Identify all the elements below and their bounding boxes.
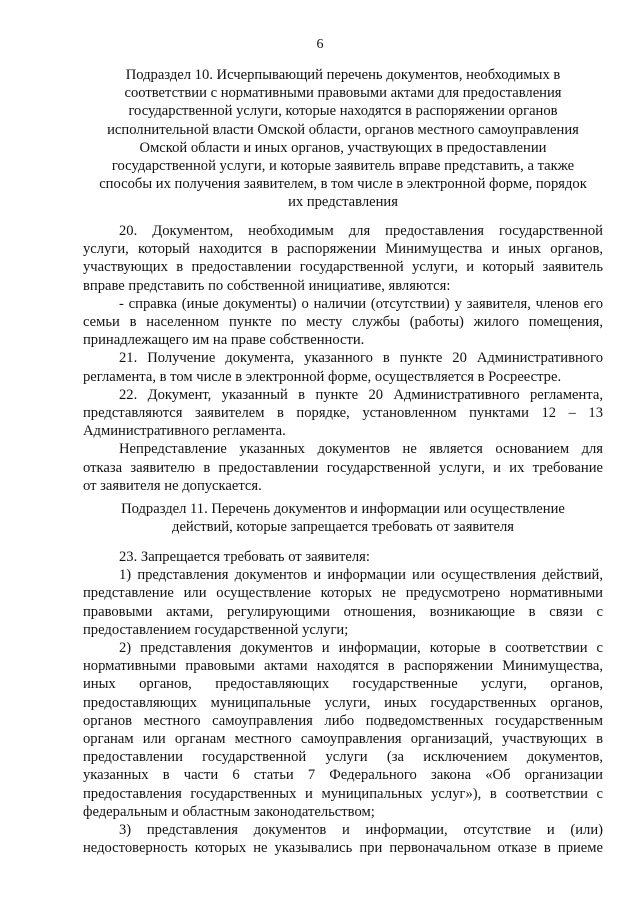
paragraph [83,821,603,857]
paragraph-line: органов местного самоуправления либо подведомственных государственным [83,712,603,729]
paragraph-line: отказа заявителю в предоставлении государственной услуги, и их требование [83,459,603,476]
heading-line: Омской области и иных органов, участвующих в предоставлении [139,139,547,156]
paragraph-line: 22. Документ, указанный в пункте 20 Административного регламента, [119,386,603,403]
paragraph-line: Административного регламента. [83,423,286,440]
paragraph-line: вправе представить по собственной инициативе, являются: [83,277,451,294]
paragraph-line: от заявителя не допускается. [83,477,262,494]
paragraph-line: предоставляющих муниципальные услуги, иных государственных органов, [83,694,603,711]
paragraph-line: федеральным и областным законодательством; [83,803,375,820]
paragraph [83,386,603,441]
heading-line: государственной услуги, которые находятся в распоряжении органов [128,103,558,120]
paragraph-line: 21. Получение документа, указанного в пункте 20 Административного [119,350,603,367]
paragraph-line: предоставлении государственной услуги (за исключением документов, [83,749,603,766]
paragraph-line: семьи в населенном пункте по месту службы (работы) жилого помещения, [83,314,603,331]
paragraph-line: Непредставление указанных документов не является основанием для [119,441,603,458]
heading-line: Подраздел 10. Исчерпывающий перечень документов, необходимых в [125,67,561,83]
subsection-11-heading [83,500,603,536]
paragraph-line: предоставлением государственной услуги; [83,621,349,638]
paragraph-line: предоставления государственных и муниципальных услуг»), в соответствии с [83,785,603,802]
paragraph-line: представляются заявителем в порядке, установленном пунктами 12 – 13 [83,405,603,422]
heading-line: исполнительной власти Омской области, органов местного самоуправления [107,121,579,138]
paragraph-line: регламента, в том числе в электронной форме, осуществляется в Росреестре. [83,368,562,385]
paragraph-line: услуги, который находится в распоряжении Минимущества и иных органов, [83,241,603,258]
paragraph [83,222,603,295]
subsection-10-heading [83,66,603,212]
paragraph-line: органам или органам местного самоуправления организаций, участвующих в [83,731,603,748]
paragraph [83,548,603,566]
paragraph-line: 3) представления документов и информации, отсутствие и (или) [119,822,603,839]
paragraph [83,639,603,821]
paragraph-line: 2) представления документов и информации, которые в соответствии с [119,640,603,657]
paragraph-line: 20. Документом, необходимым для предоставления государственной [119,223,603,239]
paragraph [83,295,603,350]
paragraph [83,566,603,639]
paragraph-line: 23. Запрещается требовать от заявителя: [119,549,370,565]
heading-line: государственной услуги, и которые заявитель вправе представить, а также [111,158,575,175]
heading-line: способы их получения заявителем, в том числе в электронной форме, порядок [99,176,587,193]
paragraph-line: участвующих в предоставлении государственной услуги, и который заявитель [83,259,603,276]
page-number: 6 [316,37,324,52]
heading-line: действий, которые запрещается требовать от заявителя [172,519,514,536]
heading-line: Подраздел 11. Перечень документов и информации или осуществление [121,501,565,517]
paragraph-line: - справка (иные документы) о наличии (отсутствии) у заявителя, членов его [119,295,603,312]
paragraph-line: недостоверность которых не указывались при первоначальном отказе в приеме [83,840,603,857]
paragraph-line: принадлежащего им на праве собственности. [83,332,365,349]
section-body-2 [83,548,603,857]
heading-line: их представления [288,194,398,211]
paragraph-line: 1) представления документов и информации или осуществления действий, [119,567,603,584]
paragraph-line: указанных в части 6 статьи 7 Федерального закона «Об организации [83,767,603,784]
paragraph-line: иных органов, предоставляющих государственные услуги, органов, [83,676,603,693]
paragraph-line: нормативными правовыми актами находятся в распоряжении Минимущества, [83,658,603,675]
paragraph [83,440,603,495]
paragraph-line: представление или осуществление которых не предусмотрено нормативными [83,585,603,602]
heading-line: соответствии с нормативными правовыми актами для предоставления [124,85,562,102]
section-body-1 [83,222,603,495]
paragraph-line: правовыми актами, регулирующими отношения, возникающие в связи с [83,603,603,620]
paragraph [83,349,603,385]
